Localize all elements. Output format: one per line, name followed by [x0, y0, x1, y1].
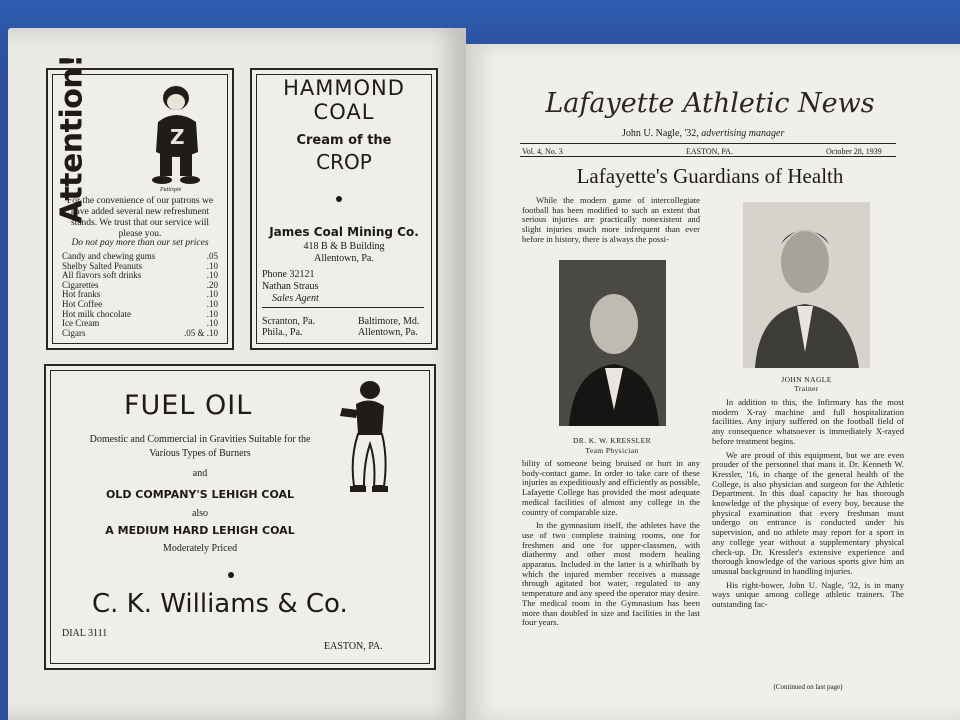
masthead: Lafayette Athletic News: [545, 88, 875, 119]
portrait-image: [559, 260, 666, 426]
price-item-value: .05: [206, 251, 218, 261]
portrait-image: [743, 202, 870, 368]
fuel-title: FUEL OIL: [124, 390, 253, 421]
article-col1-top: While the modern game of intercollegiate football has been modified to such an extent that serious injuries are practically nonexistent and slight injuries much more infrequent than ever before in history, there is always the possi-: [522, 195, 700, 244]
price-item-value: .10: [206, 299, 218, 309]
svg-text:Z: Z: [170, 125, 185, 149]
attention-title: Attention!: [54, 54, 90, 224]
fuel-desc-2: Various Types of Burners: [149, 448, 251, 459]
photo1-title: Team Physician: [585, 446, 639, 455]
article-col1-bottom: [522, 459, 700, 628]
price-item-name: Hot milk chocolate: [62, 308, 131, 319]
price-item-value: .10: [206, 318, 218, 329]
divider: [262, 307, 424, 308]
attention-warning: Do not pay more than our set prices: [71, 238, 209, 248]
attention-intro: For the convenience of our patrons we have added several new refreshment stands. We trust that our service will please you.: [66, 196, 214, 239]
photo2-title: Trainer: [794, 384, 819, 393]
price-item-value: .05 & .10: [183, 327, 218, 338]
hammond-company: James Coal Mining Co.: [269, 225, 419, 239]
hammond-city-right-2: Allentown, Pa.: [358, 327, 418, 338]
price-item-name: Candy and chewing gums: [62, 251, 156, 261]
portrait-nagle: [743, 202, 870, 368]
volume: Vol. 4, No. 3: [522, 147, 563, 156]
price-item-name: Cigars: [62, 327, 86, 338]
price-item-value: .20: [206, 279, 218, 290]
price-item-value: .10: [206, 270, 218, 281]
portrait-kressler: [559, 260, 666, 426]
price-item-name: Ice Cream: [62, 318, 100, 329]
top-rule: [520, 143, 896, 144]
hammond-city-left-1: Scranton, Pa.: [262, 316, 316, 327]
hammond-crop: CROP: [316, 150, 372, 174]
football-player-icon: [330, 378, 410, 508]
bottom-rule: [520, 156, 896, 157]
fuel-line-1: OLD COMPANY'S LEHIGH COAL: [105, 488, 295, 501]
fuel-dial: DIAL 3111: [62, 628, 108, 639]
fuel-line-2: A MEDIUM HARD LEHIGH COAL: [105, 524, 295, 537]
price-item-name: Cigarettes: [62, 279, 99, 290]
hammond-address-1: 418 B & B Building: [303, 241, 385, 252]
hammond-subtitle: Cream of the: [296, 133, 392, 148]
place: EASTON, PA.: [686, 147, 733, 156]
hammond-title-1: HAMMOND: [283, 76, 405, 100]
fuel-city: EASTON, PA.: [324, 641, 383, 652]
continued-note: (Continued on last page): [773, 683, 843, 691]
paragraph: In the gymnasium itself, the athletes have the use of two complete training rooms, one for freshmen and one for upper-classmen, with diathermy and other most modern healing apparatus. Included in the latter is a whirlbath by which the injured member receives a massage through agitated hot water, regulated to any temperature and any speed the operator may desire. The medical room in the Gymnasium has been more than doubled in size and facilities in the last four years.: [522, 520, 700, 628]
price-item-name: All flavors soft drinks: [62, 270, 142, 281]
bullet-dot: [336, 196, 342, 202]
issue-date: October 28, 1939: [826, 147, 882, 156]
hammond-city-left-2: Phila., Pa.: [262, 327, 303, 338]
manager-name: John U. Nagle, '32,: [622, 128, 699, 139]
headline: Lafayette's Guardians of Health: [576, 164, 844, 188]
paragraph: His right-bower, John U. Nagle, '32, is in many ways unique among college athletic trainers. The outstanding fac-: [712, 579, 904, 610]
hammond-phone: Phone 32121: [262, 269, 315, 280]
price-item-value: .10: [206, 289, 218, 300]
mascot-icon: [140, 82, 216, 186]
mascot-caption: Pattispie: [160, 187, 182, 193]
hammond-address-2: Allentown, Pa.: [314, 253, 374, 264]
manager-line: [622, 128, 862, 139]
price-row: [62, 329, 218, 339]
price-item-name: Hot franks: [62, 289, 101, 300]
paragraph: In addition to this, the Infirmary has the most modern X-ray machine and full hospitalization facilities. Any injury suffered on the football field of any consequence whatsoever is immediately X-rayed before treatment begins.: [712, 397, 904, 446]
photo1-name: DR. K. W. KRESSLER: [572, 436, 652, 445]
photo2-name: JOHN NAGLE: [781, 375, 832, 384]
article-col2: [712, 398, 904, 610]
paragraph: bility of someone being bruised or hurt in any body-contact game. In order to take care of these injuries as expeditiously and efficiently as possible, Lafayette College has provided the most adequate medical facilities of almost any college in the country of comparable size.: [522, 458, 700, 517]
fuel-and: and: [192, 468, 208, 479]
hammond-agent-title: Sales Agent: [272, 293, 319, 304]
hammond-agent: Nathan Straus: [262, 281, 319, 292]
price-item-value: .10: [206, 260, 218, 271]
paragraph: We are proud of this equipment, but we are even prouder of the personnel that mans it. Dr. Kenneth W. Kressler, '16, in charge of the general health of the College, is also physician and surgeon for the Athletic Department. In this dual capacity he has thorough knowledge of the physique of every boy, because the physical examination that every freshman must undergo on entrance is conducted under his supervision, and no athlete may report for a sport in any college year without a supplementary physical check-up. Dr. Kressler's extensive experience and thorough knowledge of the various sports give him an unusual background in handling injuries.: [712, 449, 904, 576]
fuel-priced: Moderately Priced: [162, 543, 238, 554]
price-item-name: Hot Coffee: [62, 299, 103, 309]
price-item-name: Shelby Salted Peanuts: [62, 260, 142, 271]
price-item-value: .10: [206, 308, 218, 319]
fuel-company: C. K. Williams & Co.: [92, 589, 348, 619]
hammond-title-2: COAL: [313, 100, 375, 124]
hammond-city-right-1: Baltimore, Md.: [358, 316, 420, 327]
fuel-also: also: [191, 508, 209, 519]
fuel-desc-1: Domestic and Commercial in Gravities Suitable for the: [89, 434, 311, 445]
manager-title: advertising manager: [701, 128, 785, 139]
bullet-dot: [228, 572, 234, 578]
